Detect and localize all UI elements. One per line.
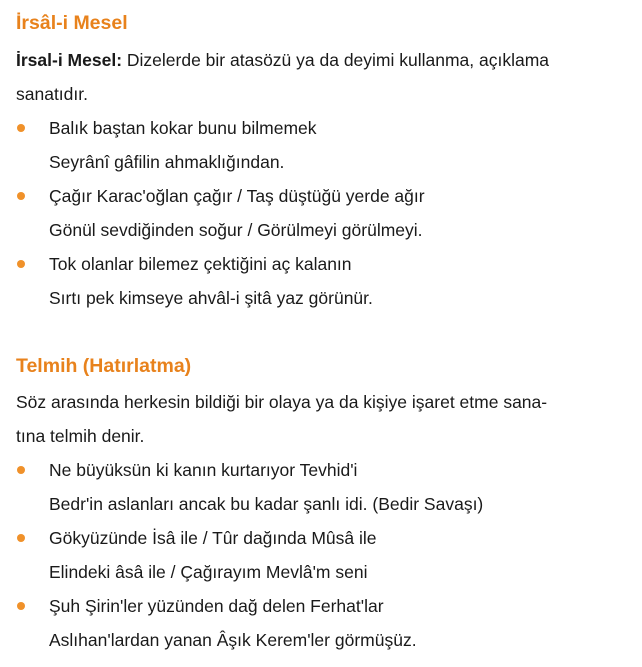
definition-line-2: sanatıdır.: [16, 84, 88, 104]
example-line: Çağır Karac'oğlan çağır / Taş düştüğü yerde ağır: [49, 186, 425, 206]
definition-text: Dizelerde bir atasözü ya da deyimi kullanma, açıklama: [122, 50, 550, 70]
example-line: Seyrânî gâfilin ahmaklığından.: [49, 152, 285, 172]
example-item: [0, 453, 642, 521]
example-item: [0, 589, 642, 657]
definition-term: İrsal-i Mesel:: [16, 50, 123, 70]
example-line: Balık baştan kokar bunu bilmemek: [49, 118, 317, 138]
example-item: [0, 179, 642, 247]
examples-list-irsal-i-mesel: [0, 111, 642, 315]
bullet-icon: [17, 192, 25, 200]
section-title-irsal-i-mesel: İrsâl-i Mesel: [16, 12, 128, 34]
bullet-icon: [17, 260, 25, 268]
example-line: Şuh Şirin'ler yüzünden dağ delen Ferhat'lar: [49, 596, 384, 616]
bullet-icon: [17, 124, 25, 132]
definition-line-1: [16, 43, 642, 77]
definition-telmih: [16, 385, 642, 453]
example-line: Gökyüzünde İsâ ile / Tûr dağında Mûsâ ile: [49, 528, 377, 548]
example-line: Tok olanlar bilemez çektiğini aç kalanın: [49, 254, 352, 274]
definition-line-2: tına telmih denir.: [16, 426, 145, 446]
example-line: Ne büyüksün ki kanın kurtarıyor Tevhid'i: [49, 460, 358, 480]
definition-line-1: Söz arasında herkesin bildiği bir olaya ya da kişiye işaret etme sana-: [16, 392, 548, 412]
example-line: Aslıhan'lardan yanan Âşık Kerem'ler görmüşüz.: [49, 630, 417, 650]
example-line: Elindeki âsâ ile / Çağırayım Mevlâ'm seni: [49, 562, 368, 582]
example-line: Gönül sevdiğinden soğur / Görülmeyi görülmeyi.: [49, 220, 423, 240]
bullet-icon: [17, 466, 25, 474]
example-line: Sırtı pek kimseye ahvâl-i şitâ yaz görünür.: [49, 288, 373, 308]
example-item: [0, 521, 642, 589]
section-title-telmih: Telmih (Hatırlatma): [16, 355, 192, 377]
definition-irsal-i-mesel: [16, 43, 642, 111]
example-line: Bedr'in aslanları ancak bu kadar şanlı idi. (Bedir Savaşı): [49, 494, 484, 514]
bullet-icon: [17, 534, 25, 542]
example-item: [0, 247, 642, 315]
example-item: [0, 111, 642, 179]
examples-list-telmih: [0, 453, 642, 657]
bullet-icon: [17, 602, 25, 610]
